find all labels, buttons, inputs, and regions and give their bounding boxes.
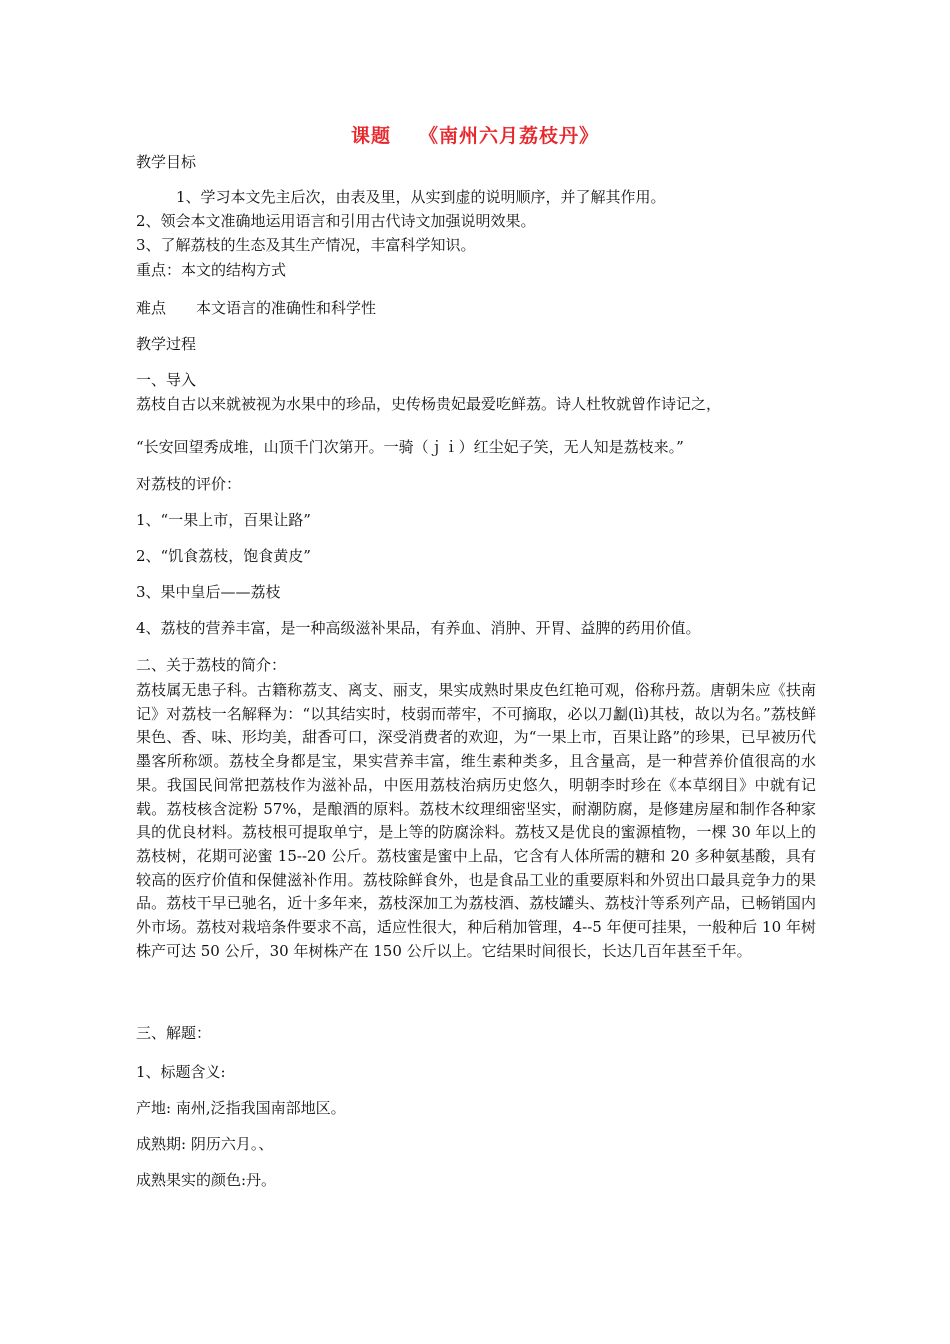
intro-poem: “长安回望秀成堆，山顶千门次第开。一骑（ｊｉ）红尘妃子笑，无人知是荔枝来。” bbox=[136, 438, 684, 456]
difficulty bbox=[136, 298, 376, 318]
evaluation-heading: 对荔枝的评价： bbox=[136, 475, 242, 493]
difficulty-text: 本文语言的准确性和科学性 bbox=[196, 299, 377, 317]
title-name: 《南州六月荔枝丹》 bbox=[419, 125, 600, 147]
explanation-item: 产地: 南州,泛指我国南部地区。 bbox=[136, 1099, 346, 1117]
key-point: 重点：本文的结构方式 bbox=[136, 261, 287, 279]
explanation-item: 成熟果实的颜色:丹。 bbox=[136, 1171, 277, 1189]
goals-heading: 教学目标 bbox=[136, 153, 197, 171]
explanation-item: 成熟期: 阴历六月。、 bbox=[136, 1135, 274, 1153]
goal-item: 1、学习本文先主后次，由表及里，从实到虚的说明顺序，并了解其作用。 bbox=[176, 188, 666, 206]
goal-item: 3、了解荔枝的生态及其生产情况，丰富科学知识。 bbox=[136, 236, 476, 254]
intro-text: 荔枝自古以来就被视为水果中的珍品，史传杨贵妃最爱吃鲜荔。诗人杜牧就曾作诗记之， bbox=[136, 395, 722, 413]
process-heading: 教学过程 bbox=[136, 335, 197, 353]
evaluation-item: 1、“一果上市，百果让路” bbox=[136, 511, 311, 529]
explanation-item: 1、标题含义: bbox=[136, 1063, 226, 1081]
difficulty-label: 难点 bbox=[136, 299, 167, 317]
intro-heading: 一、导入 bbox=[136, 371, 197, 389]
explanation-heading: 三、解题： bbox=[136, 1024, 212, 1042]
title-prefix: 课题 bbox=[350, 125, 391, 147]
evaluation-item: 3、果中皇后——荔枝 bbox=[136, 583, 281, 601]
lesson-title bbox=[0, 126, 950, 146]
evaluation-item: 4、荔枝的营养丰富，是一种高级滋补果品，有养血、消肿、开胃、益脾的药用价值。 bbox=[136, 619, 701, 637]
profile-paragraph: 荔枝属无患子科。古籍称荔支、离支、丽支，果实成熟时果皮色红艳可观，俗称丹荔。唐朝朱应《扶南记》对荔枝一名解释为：“以其结实时，枝弱而蒂牢，不可摘取，必以刀劙(lì)其枝，故以为名。”荔枝鲜果色、香、味、形均美，甜香可口，深受消费者的欢迎，为“一果上市，百果让路”的珍果，已早被历代墨客所称颂。荔枝全身都是宝，果实营养丰富，维生素种类多，且含量高，是一种营养价值很高的水果。我国民间常把荔枝作为滋补品，中医用荔枝治病历史悠久，明朝李时珍在《本草纲目》中就有记载。荔枝核含淀粉 57%，是酿酒的原料。荔枝木纹理细密坚实，耐潮防腐，是修建房屋和制作各种家具的优良材料。荔枝根可提取单宁，是上等的防腐涂料。荔枝又是优良的蜜源植物，一棵 30 年以上的荔枝树，花期可泌蜜 15--20 公斤。荔枝蜜是蜜中上品，它含有人体所需的糖和 20 多种氨基酸，具有较高的医疗价值和保健滋补作用。荔枝除鲜食外，也是食品工业的重要原料和外贸出口最具竞争力的果品。荔枝干早已驰名，近十多年来，荔枝深加工为荔枝酒、荔枝罐头、荔枝汁等系列产品，已畅销国内外市场。荔枝对栽培条件要求不高，适应性很大，种后稍加管理，4--5 年便可挂果，一般种后 10 年树株产可达 50 公斤，30 年树株产在 150 公斤以上。它结果时间很长，长达几百年甚至千年。 bbox=[136, 681, 816, 960]
profile-heading: 二、关于荔枝的简介： bbox=[136, 656, 287, 674]
goal-item: 2、领会本文准确地运用语言和引用古代诗文加强说明效果。 bbox=[136, 212, 536, 230]
evaluation-item: 2、“饥食荔枝，饱食黄皮” bbox=[136, 547, 311, 565]
